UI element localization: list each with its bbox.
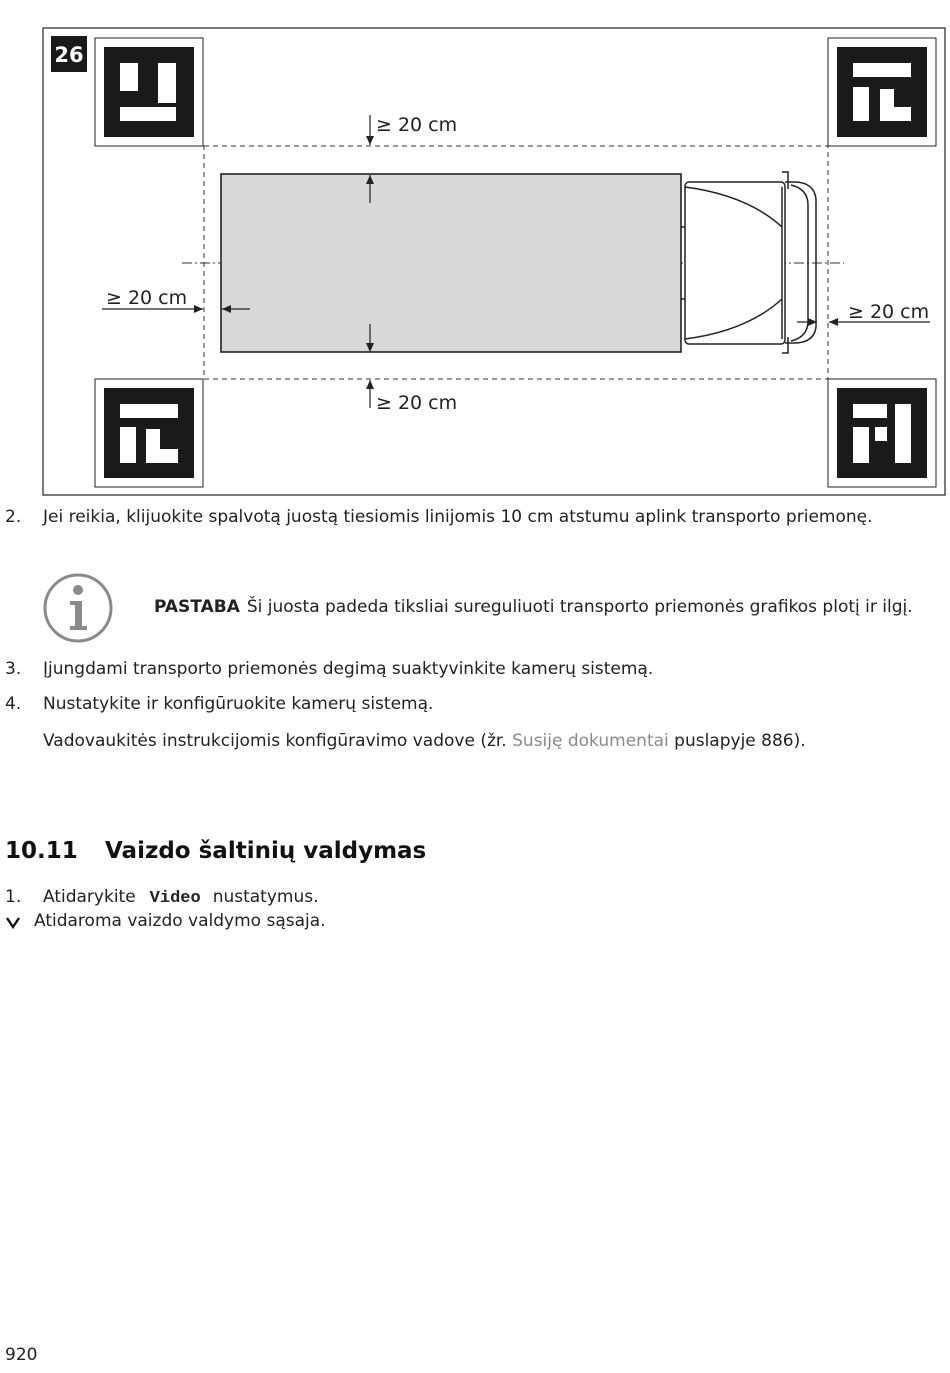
dimension-label-bottom: ≥ 20 cm <box>376 392 458 414</box>
figure-26 <box>42 27 946 497</box>
video-setting-code: Video <box>149 889 201 908</box>
dimension-label-right: ≥ 20 cm <box>848 301 930 323</box>
note-label: PASTABA <box>154 597 240 617</box>
dimension-label-left: ≥ 20 cm <box>106 287 188 309</box>
step-number: 2. <box>5 507 22 527</box>
step-number: 3. <box>5 659 22 679</box>
info-icon <box>42 572 114 644</box>
page-number: 920 <box>5 1345 38 1365</box>
marker-top-right <box>828 38 936 146</box>
truck-body <box>221 174 681 352</box>
step-number: 1. <box>5 887 22 907</box>
step-text: Nustatykite ir konfigūruokite kamerų sistemą. <box>43 694 434 714</box>
instruction-text-after: puslapyje 886). <box>668 731 806 751</box>
marker-bottom-left <box>95 379 203 487</box>
result-text: Atidaroma vaizdo valdymo sąsaja. <box>34 911 326 931</box>
instruction-text-before: Vadovaukitės instrukcijomis konfigūravimo vadove (žr. <box>43 731 513 751</box>
section-title: Vaizdo šaltinių valdymas <box>105 838 427 864</box>
step-text <box>43 886 319 910</box>
step-text: Įjungdami transporto priemonės degimą suaktyvinkite kamerų sistemą. <box>43 659 654 679</box>
step-text-before: Atidarykite <box>43 887 136 907</box>
step-text: Jei reikia, klijuokite spalvotą juostą tiesiomis linijomis 10 cm atstumu aplink transporto priemonę. <box>43 507 873 527</box>
dimension-label-top: ≥ 20 cm <box>376 114 458 136</box>
marker-top-left <box>95 38 203 146</box>
figure-number: 26 <box>54 43 84 67</box>
step-text-after: nustatymus. <box>212 887 319 907</box>
calibration-diagram <box>42 27 946 497</box>
result-chevron-icon <box>5 914 21 928</box>
step-number: 4. <box>5 694 22 714</box>
instruction-paragraph <box>43 730 806 752</box>
marker-bottom-right <box>828 379 936 487</box>
related-documents-link[interactable]: Susiję dokumentai <box>512 731 669 751</box>
section-number: 10.11 <box>5 838 78 864</box>
note <box>154 596 913 618</box>
note-text: Ši juosta padeda tiksliai sureguliuoti transporto priemonės grafikos plotį ir ilgį. <box>246 597 913 617</box>
